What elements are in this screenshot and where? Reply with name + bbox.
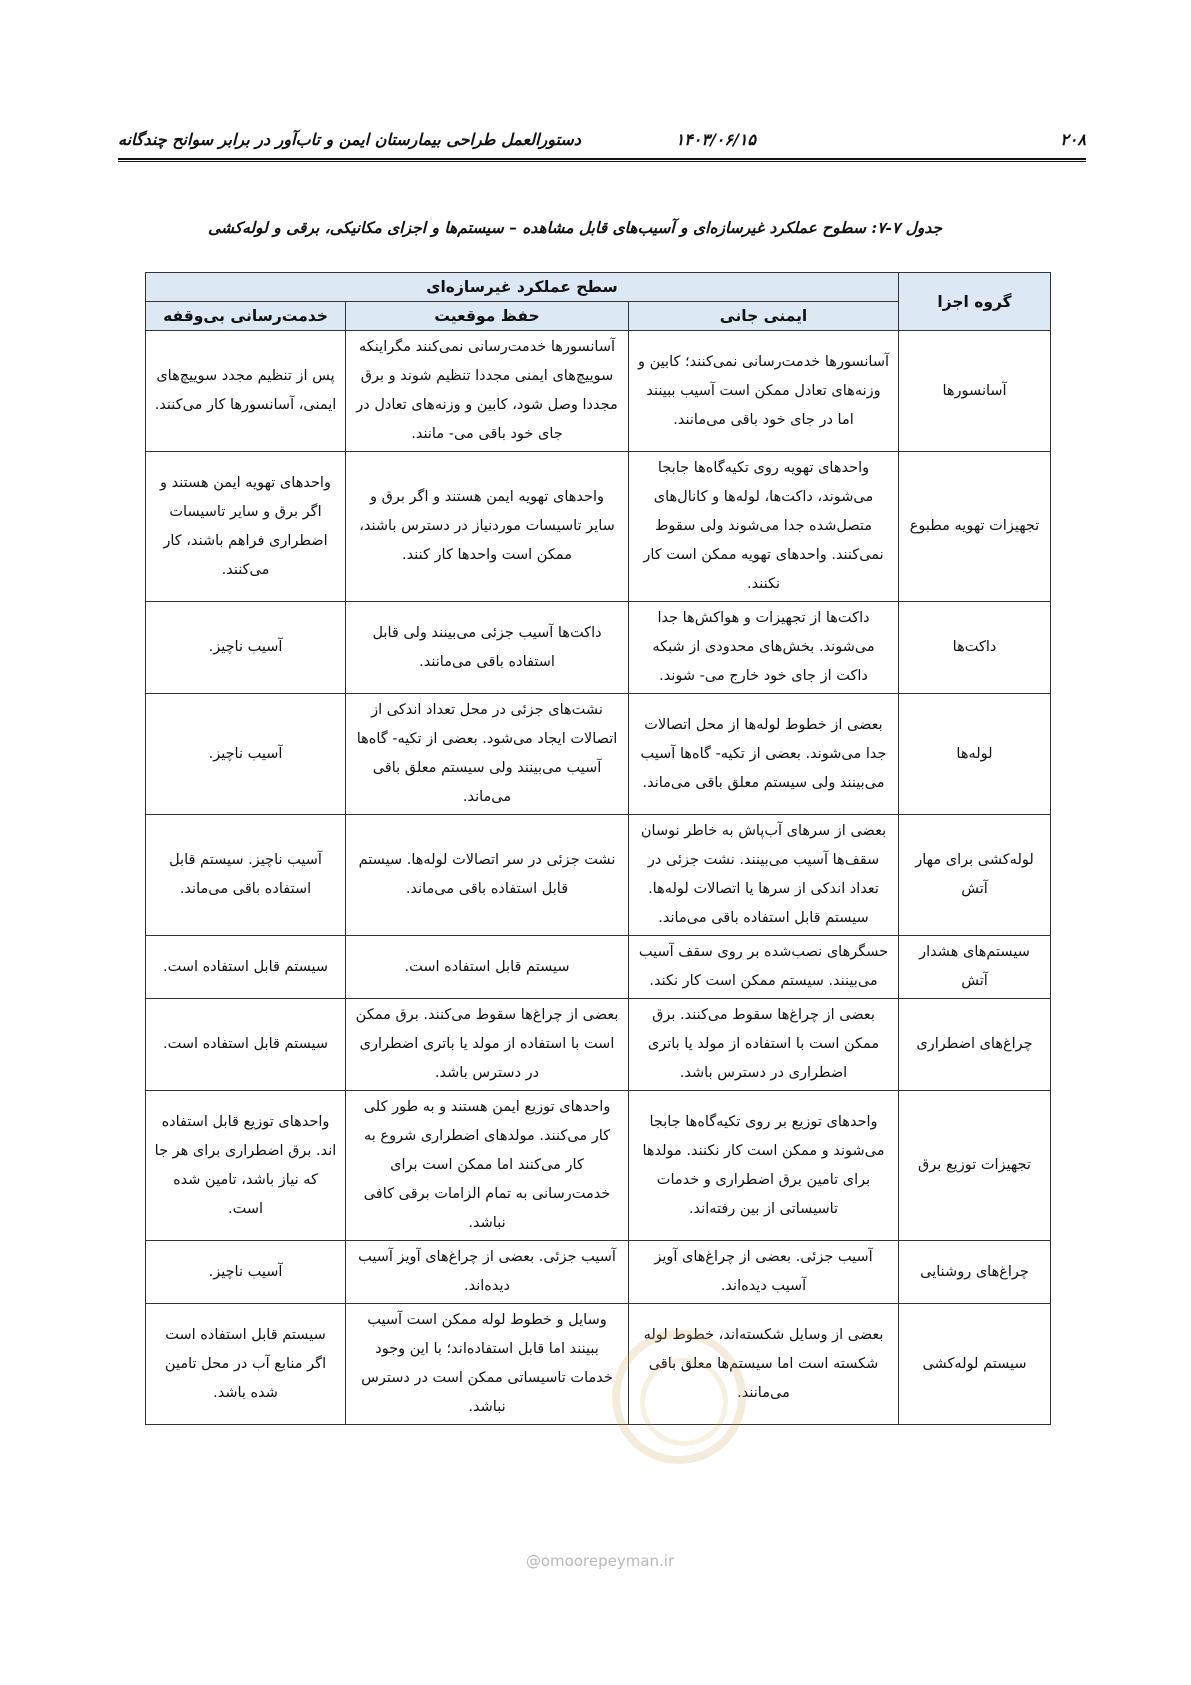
table-caption: جدول ۷-۷: سطوح عملکرد غیرسازه‌ای و آسیب‌های قابل مشاهده – سیستم‌ها و اجزای مکانیکی، برقی و لوله‌کشی [207,218,943,237]
life-safety-cell: حسگرهای نصب‌شده بر روی سقف آسیب می‌بینند. سیستم ممکن است کار نکند. [629,936,899,999]
group-cell: داکت‌ها [899,602,1051,694]
group-cell: سیستم لوله‌کشی [899,1304,1051,1425]
page-number: ۲۰۸ [1060,130,1086,149]
table-row [146,1091,1051,1241]
table-row [146,815,1051,936]
life-safety-cell: آسیب جزئی. بعضی از چراغ‌های آویز آسیب دیده‌اند. [629,1241,899,1304]
col-life-safety: ایمنی جانی [629,302,899,331]
watermark-text: @omoorepeyman.ir [525,1552,675,1570]
table-row [146,999,1051,1091]
life-safety-cell: بعضی از سرهای آب‌پاش به خاطر نوسان سقف‌ها آسیب می‌بینند. نشت جزئی در تعداد اندکی از سرها یا اتصالات لوله‌ها. سیستم قابل استفاده باقی می‌ماند. [629,815,899,936]
header-rule [118,158,1086,160]
operational-cell: پس از تنظیم مجدد سوییچ‌های ایمنی، آسانسورها کار می‌کنند. [146,331,346,452]
operational-cell: آسیب ناچیز. [146,602,346,694]
operational-cell: واحدهای تهویه ایمن هستند و اگر برق و سایر تاسیسات اضطراری فراهم باشند، کار می‌کنند. [146,452,346,602]
position-cell: داکت‌ها آسیب جزئی می‌بینند ولی قابل استفاده باقی می‌مانند. [346,602,629,694]
operational-cell: آسیب ناچیز. [146,1241,346,1304]
life-safety-cell: بعضی از چراغ‌ها سقوط می‌کنند. برق ممکن است با استفاده از مولد یا باتری اضطراری در دسترس باشد. [629,999,899,1091]
operational-cell: واحدهای توزیع قابل استفاده اند. برق اضطراری برای هر جا که نیاز باشد، تامین شده است. [146,1091,346,1241]
life-safety-cell: واحدهای توزیع بر روی تکیه‌گاه‌ها جابجا می‌شوند و ممکن است کار نکنند. مولدها برای تامین برق اضطراری و خدمات تاسیساتی از بین رفته‌اند. [629,1091,899,1241]
header-title: دستورالعمل طراحی بیمارستان ایمن و تاب‌آور در برابر سوانح چندگانه [118,130,581,149]
position-cell: نشت‌های جزئی در محل تعداد اندکی از اتصالات ایجاد می‌شود. بعضی از تکیه- گاه‌ها آسیب می‌بینند ولی سیستم معلق باقی می‌ماند. [346,694,629,815]
table-row [146,936,1051,999]
operational-cell: آسیب ناچیز. سیستم قابل استفاده باقی می‌ماند. [146,815,346,936]
col-operational: خدمت‌رسانی بی‌وقفه [146,302,346,331]
life-safety-cell: داکت‌ها از تجهیزات و هواکش‌ها جدا می‌شوند. بخش‌های محدودی از شبکه داکت از جای خود خارج می- شوند. [629,602,899,694]
position-cell: سیستم قابل استفاده است. [346,936,629,999]
group-header: گروه اجزا [899,273,1051,331]
life-safety-cell: بعضی از وسایل شکسته‌اند، خطوط لوله شکسته است اما سیستم‌ها معلق باقی می‌مانند. [629,1304,899,1425]
life-safety-cell: بعضی از خطوط لوله‌ها از محل اتصالات جدا می‌شوند. بعضی از تکیه- گاه‌ها آسیب می‌بینند ولی سیستم معلق باقی می‌ماند. [629,694,899,815]
position-cell: واحدهای توزیع ایمن هستند و به طور کلی کار می‌کنند. مولدهای اضطراری شروع به کار می‌کنند اما ممکن است برای خدمت‌رسانی به تمام الزامات برقی کافی نباشد. [346,1091,629,1241]
position-cell: آسانسورها خدمت‌رسانی نمی‌کنند مگراینکه سوییچ‌های ایمنی مجددا تنظیم شوند و برق مجددا وصل شود، کابین و وزنه‌های تعادل در جای خود باقی می- مانند. [346,331,629,452]
col-position-retention: حفظ موقعیت [346,302,629,331]
operational-cell: آسیب ناچیز. [146,694,346,815]
group-cell: لوله‌ها [899,694,1051,815]
header-rule-thin [118,161,1086,162]
table-row [146,602,1051,694]
position-cell: واحدهای تهویه ایمن هستند و اگر برق و سایر تاسیسات موردنیاز در دسترس باشند، ممکن است واحدها کار کنند. [346,452,629,602]
operational-cell: سیستم قابل استفاده است. [146,999,346,1091]
group-cell: تجهیزات تهویه مطبوع [899,452,1051,602]
group-cell: تجهیزات توزیع برق [899,1091,1051,1241]
table-row [146,694,1051,815]
table-row [146,452,1051,602]
level-header: سطح عملکرد غیرسازه‌ای [146,273,899,302]
operational-cell: سیستم قابل استفاده است اگر منابع آب در محل تامین شده باشد. [146,1304,346,1425]
table-row [146,1241,1051,1304]
position-cell: آسیب جزئی. بعضی از چراغ‌های آویز آسیب دیده‌اند. [346,1241,629,1304]
life-safety-cell: واحدهای تهویه روی تکیه‌گاه‌ها جابجا می‌شوند، داکت‌ها، لوله‌ها و کانال‌های متصل‌شده جدا می‌شوند ولی سقوط نمی‌کنند. واحدهای تهویه ممکن است کار نکنند. [629,452,899,602]
page-header [118,130,1086,156]
performance-table [145,272,1051,1425]
position-cell: وسایل و خطوط لوله ممکن است آسیب ببینند اما قابل استفاده‌اند؛ با این وجود خدمات تاسیساتی ممکن است در دسترس نباشد. [346,1304,629,1425]
life-safety-cell: آسانسورها خدمت‌رسانی نمی‌کنند؛ کابین و وزنه‌های تعادل ممکن است آسیب ببینند اما در جای خود باقی می‌مانند. [629,331,899,452]
position-cell: نشت جزئی در سر اتصالات لوله‌ها. سیستم قابل استفاده باقی می‌ماند. [346,815,629,936]
position-cell: بعضی از چراغ‌ها سقوط می‌کنند. برق ممکن است با استفاده از مولد یا باتری اضطراری در دسترس باشد. [346,999,629,1091]
group-cell: چراغ‌های اضطراری [899,999,1051,1091]
group-cell: سیستم‌های هشدار آتش [899,936,1051,999]
header-date: ۱۴۰۳/۰۶/۱۵ [675,130,756,149]
operational-cell: سیستم قابل استفاده است. [146,936,346,999]
group-cell: لوله‌کشی برای مهار آتش [899,815,1051,936]
table-row [146,1304,1051,1425]
group-cell: آسانسورها [899,331,1051,452]
table-row [146,331,1051,452]
group-cell: چراغ‌های روشنایی [899,1241,1051,1304]
